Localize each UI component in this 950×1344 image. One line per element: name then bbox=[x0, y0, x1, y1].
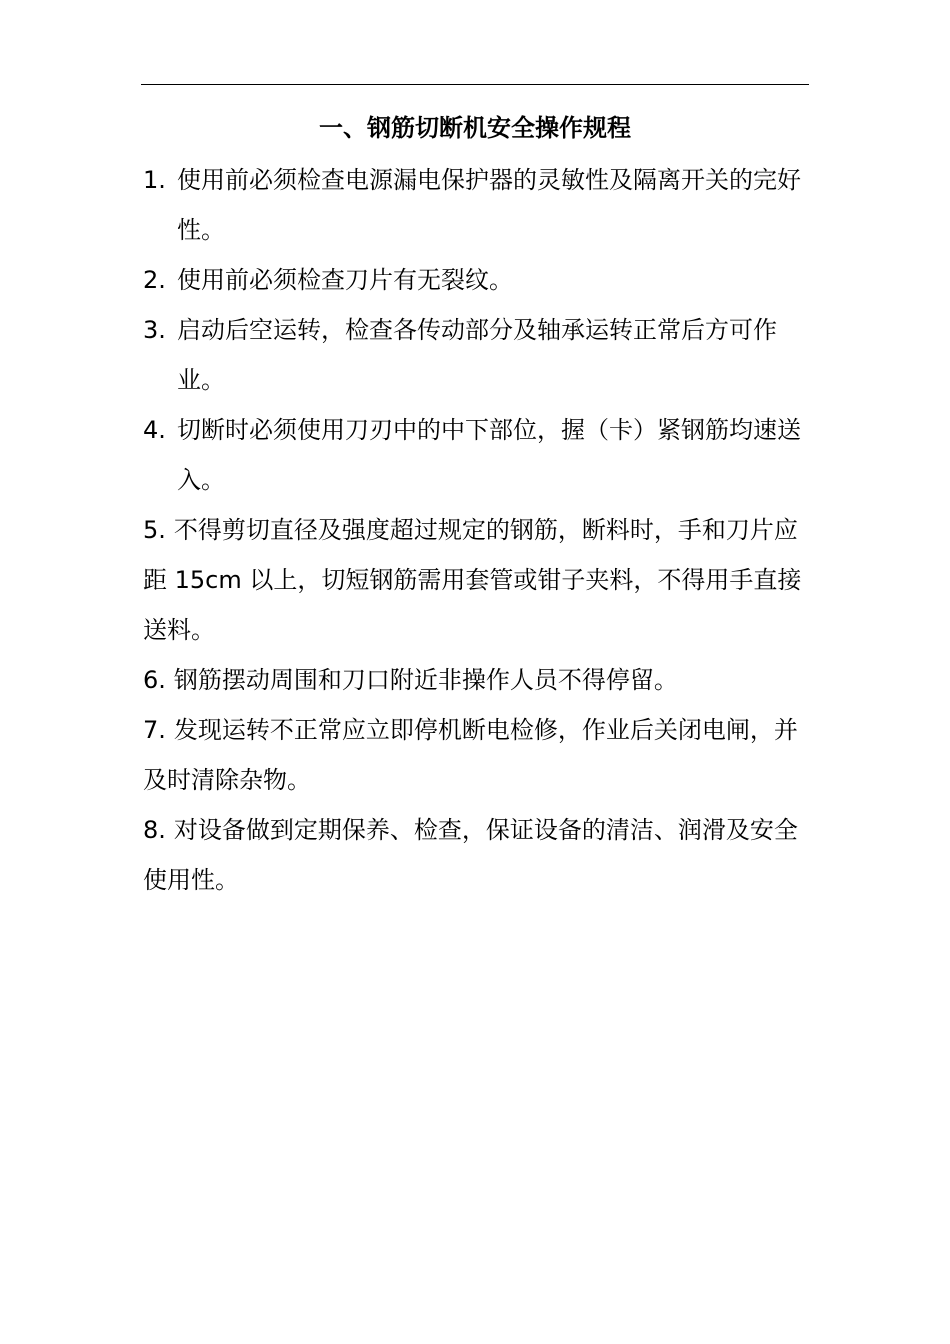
item-text: 钢筋摆动周围和刀口附近非操作人员不得停留。 bbox=[173, 666, 678, 694]
page-title: 一、钢筋切断机安全操作规程 bbox=[319, 114, 631, 142]
item-number: 2. bbox=[143, 266, 166, 294]
item-number: 3. bbox=[143, 316, 166, 344]
list-item bbox=[143, 305, 809, 405]
item-number: 6. bbox=[143, 666, 166, 694]
item-number: 8. bbox=[143, 816, 166, 844]
list-item bbox=[143, 505, 809, 655]
item-number: 1. bbox=[143, 166, 166, 194]
procedure-list bbox=[143, 155, 809, 905]
header-rule bbox=[141, 84, 809, 85]
item-text: 使用前必须检查刀片有无裂纹。 bbox=[177, 266, 513, 294]
list-item bbox=[143, 405, 809, 505]
item-number: 7. bbox=[143, 716, 166, 744]
item-text: 对设备做到定期保养、检查，保证设备的清洁、润滑及安全使用性。 bbox=[143, 816, 798, 894]
item-text: 使用前必须检查电源漏电保护器的灵敏性及隔离开关的完好性。 bbox=[177, 166, 801, 244]
list-item bbox=[143, 655, 809, 705]
item-text: 切断时必须使用刀刃中的中下部位，握（卡）紧钢筋均速送入。 bbox=[177, 416, 801, 494]
item-text: 发现运转不正常应立即停机断电检修，作业后关闭电闸，并及时清除杂物。 bbox=[143, 716, 798, 794]
list-item bbox=[143, 805, 809, 905]
item-text: 不得剪切直径及强度超过规定的钢筋，断料时，手和刀片应距 15cm 以上，切短钢筋需用套管或钳子夹料，不得用手直接送料。 bbox=[143, 516, 802, 644]
list-item bbox=[143, 255, 809, 305]
item-number: 5. bbox=[143, 516, 166, 544]
list-item bbox=[143, 705, 809, 805]
item-text: 启动后空运转，检查各传动部分及轴承运转正常后方可作业。 bbox=[177, 316, 777, 394]
list-item bbox=[143, 155, 809, 255]
item-number: 4. bbox=[143, 416, 166, 444]
